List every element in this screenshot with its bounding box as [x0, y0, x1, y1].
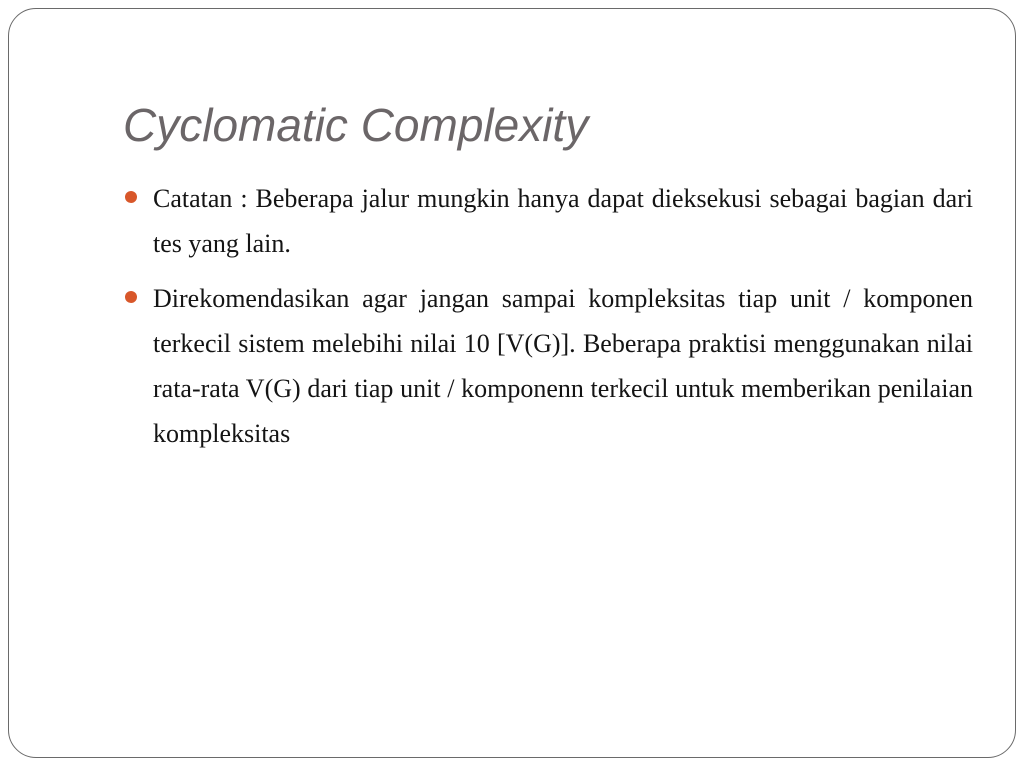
bullet-list	[125, 176, 973, 466]
slide-frame	[8, 8, 1016, 758]
bullet-dot-icon	[125, 291, 137, 303]
bullet-text: Direkomendasikan agar jangan sampai kompleksitas tiap unit / komponen terkecil sistem melebihi nilai 10 [V(G)]. Beberapa praktisi menggunakan nilai rata-rata V(G) dari tiap unit / komponenn terkecil untuk memberikan penilaian kompleksitas	[153, 284, 973, 448]
slide-title: Cyclomatic Complexity	[123, 99, 589, 151]
bullet-dot-icon	[125, 191, 137, 203]
bullet-text: Catatan : Beberapa jalur mungkin hanya dapat dieksekusi sebagai bagian dari tes yang lain.	[153, 184, 973, 258]
bullet-item-note	[125, 176, 973, 266]
bullet-item-recommendation	[125, 276, 973, 456]
